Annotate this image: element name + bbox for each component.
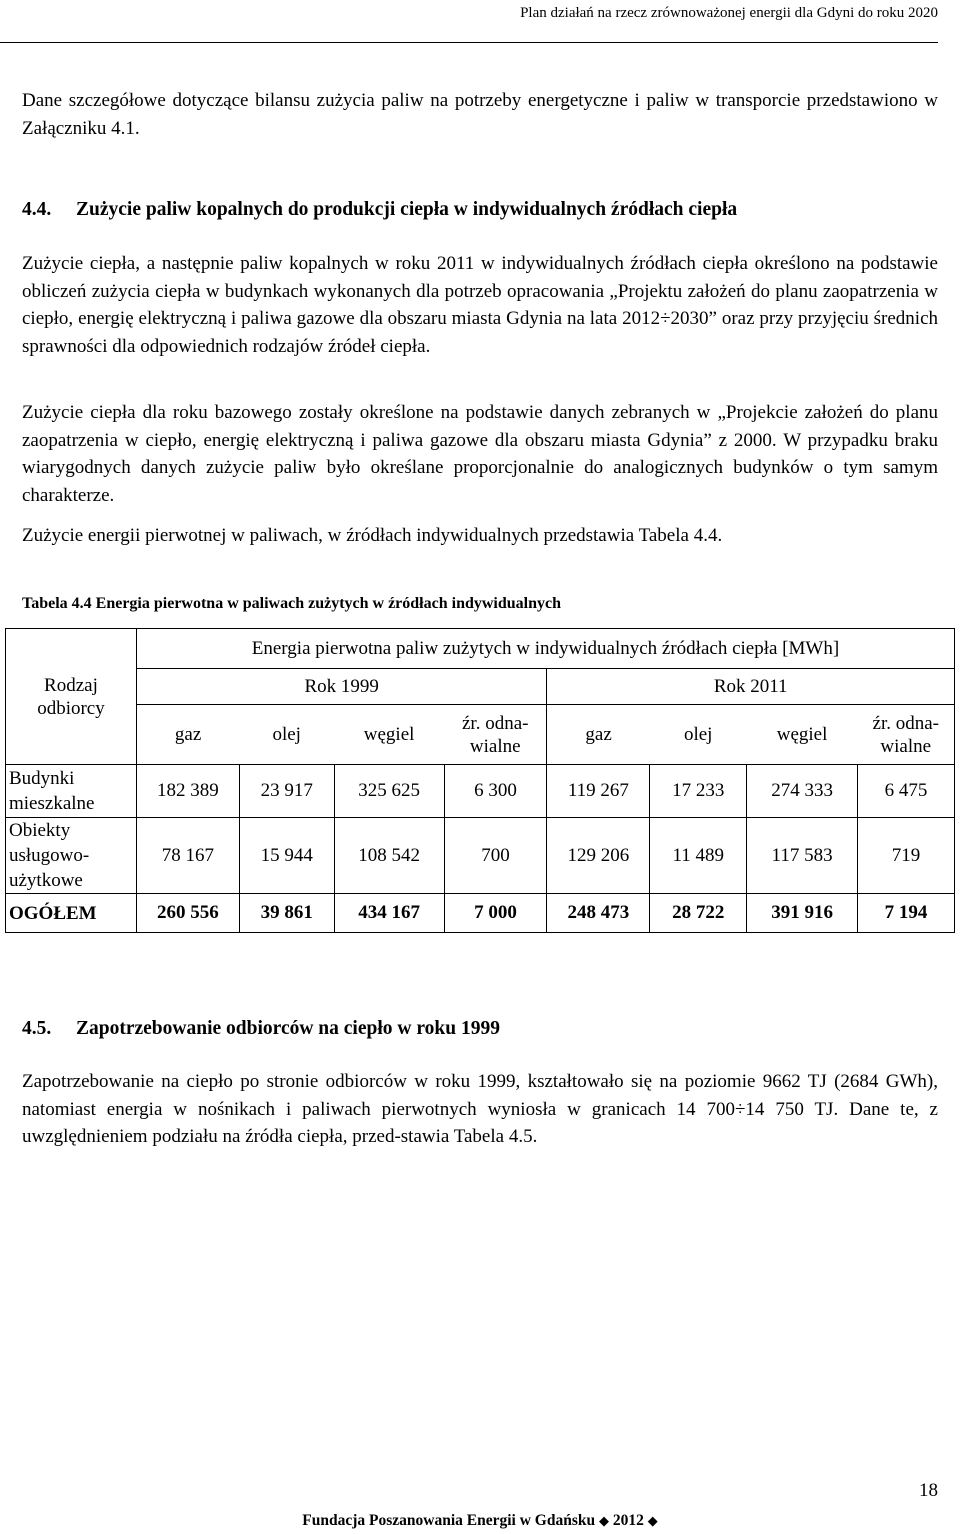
table-cell: 28 722 — [650, 894, 747, 933]
section-paragraph-3: Zużycie energii pierwotnej w paliwach, w źródłach indywidualnych przedstawia Tabela 4.4. — [22, 525, 723, 546]
row-label-line: użytkowe — [9, 870, 83, 891]
row-label-line: Obiekty — [9, 820, 71, 841]
table-cell: 391 916 — [747, 894, 858, 933]
table-cell: 325 625 — [334, 765, 444, 818]
corner-label: odbiorcy — [37, 697, 105, 719]
section-title: Zapotrzebowanie odbiorców na ciepło w roku 1999 — [76, 1018, 500, 1039]
diamond-icon: ◆ — [598, 1513, 609, 1528]
column-header: olej — [239, 705, 334, 765]
table-cell: 182 389 — [136, 765, 239, 818]
page-number: 18 — [919, 1480, 938, 1501]
row-label-line: mieszkalne — [9, 793, 95, 814]
table-cell: 7 000 — [444, 894, 547, 933]
column-header: olej — [650, 705, 747, 765]
row-label — [6, 818, 137, 894]
footer-year: 2012 — [612, 1512, 644, 1529]
table-cell: 119 267 — [547, 765, 650, 818]
table-cell: 6 300 — [444, 765, 547, 818]
energy-table — [5, 628, 955, 933]
row-label-line: Budynki — [9, 768, 75, 789]
column-header-line: źr. odna- — [872, 712, 939, 734]
page-footer — [0, 1512, 960, 1530]
table-cell: 719 — [858, 818, 955, 894]
table-cell: 248 473 — [547, 894, 650, 933]
section-number: 4.4. — [22, 199, 52, 220]
table-cell: 274 333 — [747, 765, 858, 818]
main-header: Energia pierwotna paliw zużytych w indywidualnych źródłach ciepła [MWh] — [136, 629, 954, 669]
year-header-1999: Rok 1999 — [136, 669, 547, 705]
section-paragraph-1: Zużycie ciepła, a następnie paliw kopalnych w roku 2011 w indywidualnych źródłach ciepła określono na podstawie obliczeń zużycia ciepła w budynkach wykonanych dla potrzeb opracowania „Projektu założeń do planu zaopatrzenia w ciepło, energię elektryczną i paliwa gazowe dla obszaru miasta Gdynia na lata 2012÷2030” oraz przy przyjęciu średnich sprawności dla odpowiednich rodzajów źródeł ciepła. — [22, 253, 938, 357]
column-header: gaz — [547, 705, 650, 765]
intro-paragraph: Dane szczegółowe dotyczące bilansu zużycia paliw na potrzeby energetyczne i paliw w transporcie przedstawiono w Załączniku 4.1. — [22, 90, 938, 139]
column-header-renewable — [444, 705, 547, 765]
section-title: Zużycie paliw kopalnych do produkcji ciepła w indywidualnych źródłach ciepła — [76, 199, 738, 220]
table-cell: 117 583 — [747, 818, 858, 894]
column-header-line: wialne — [880, 735, 932, 757]
page-header — [0, 0, 938, 43]
corner-label: Rodzaj — [44, 674, 98, 696]
row-label — [6, 765, 137, 818]
table-caption: Tabela 4.4 Energia pierwotna w paliwach zużytych w źródłach indywidualnych — [22, 595, 562, 612]
diamond-icon: ◆ — [647, 1513, 658, 1528]
total-label: OGÓŁEM — [6, 894, 137, 933]
table-cell: 260 556 — [136, 894, 239, 933]
table-cell: 129 206 — [547, 818, 650, 894]
corner-header — [6, 629, 137, 765]
table-cell: 78 167 — [136, 818, 239, 894]
table-cell: 7 194 — [858, 894, 955, 933]
column-header-line: źr. odna- — [461, 712, 529, 734]
document-title: Plan działań na rzecz zrównoważonej energii dla Gdyni do roku 2020 — [520, 5, 938, 21]
footer-text: Fundacja Poszanowania Energii w Gdańsku — [302, 1512, 596, 1529]
section-heading-4-4 — [22, 199, 737, 221]
column-header: węgiel — [747, 705, 858, 765]
table-cell: 17 233 — [650, 765, 747, 818]
table-cell: 700 — [444, 818, 547, 894]
table-cell: 434 167 — [334, 894, 444, 933]
column-header: węgiel — [334, 705, 444, 765]
column-header-line: wialne — [469, 735, 521, 757]
section-paragraph-2: Zużycie ciepła dla roku bazowego zostały określone na podstawie danych zebranych w „Projekcie założeń do planu zaopatrzenia w ciepło, energię elektryczną i paliwa gazowe dla obszaru miasta Gdynia” z 2000. W przypadku braku wiarygodnych danych zużycie paliw było określane proporcjonalnie do analogicznych budynków o tym samym charakterze. — [22, 402, 938, 506]
column-header-renewable — [858, 705, 955, 765]
table-cell: 11 489 — [650, 818, 747, 894]
table-cell: 23 917 — [239, 765, 334, 818]
section-number: 4.5. — [22, 1018, 52, 1039]
year-header-2011: Rok 2011 — [547, 669, 955, 705]
table-cell: 15 944 — [239, 818, 334, 894]
table-row — [6, 818, 955, 894]
table-cell: 6 475 — [858, 765, 955, 818]
column-header: gaz — [136, 705, 239, 765]
table-cell: 108 542 — [334, 818, 444, 894]
section-paragraph: Zapotrzebowanie na ciepło po stronie odbiorców w roku 1999, kształtowało się na poziomie 9662 TJ (2684 GWh), natomiast energia w nośnikach i paliwach pierwotnych wyniosła w granicach 14 700÷14 750 TJ. Dane te, z uwzględnieniem podziału na źródła ciepła, przed-stawia Tabela 4.5. — [22, 1071, 938, 1147]
section-heading-4-5 — [22, 1018, 500, 1040]
table-row-total — [6, 894, 955, 933]
row-label-line: usługowo- — [9, 845, 90, 866]
table-row — [6, 765, 955, 818]
table-cell: 39 861 — [239, 894, 334, 933]
